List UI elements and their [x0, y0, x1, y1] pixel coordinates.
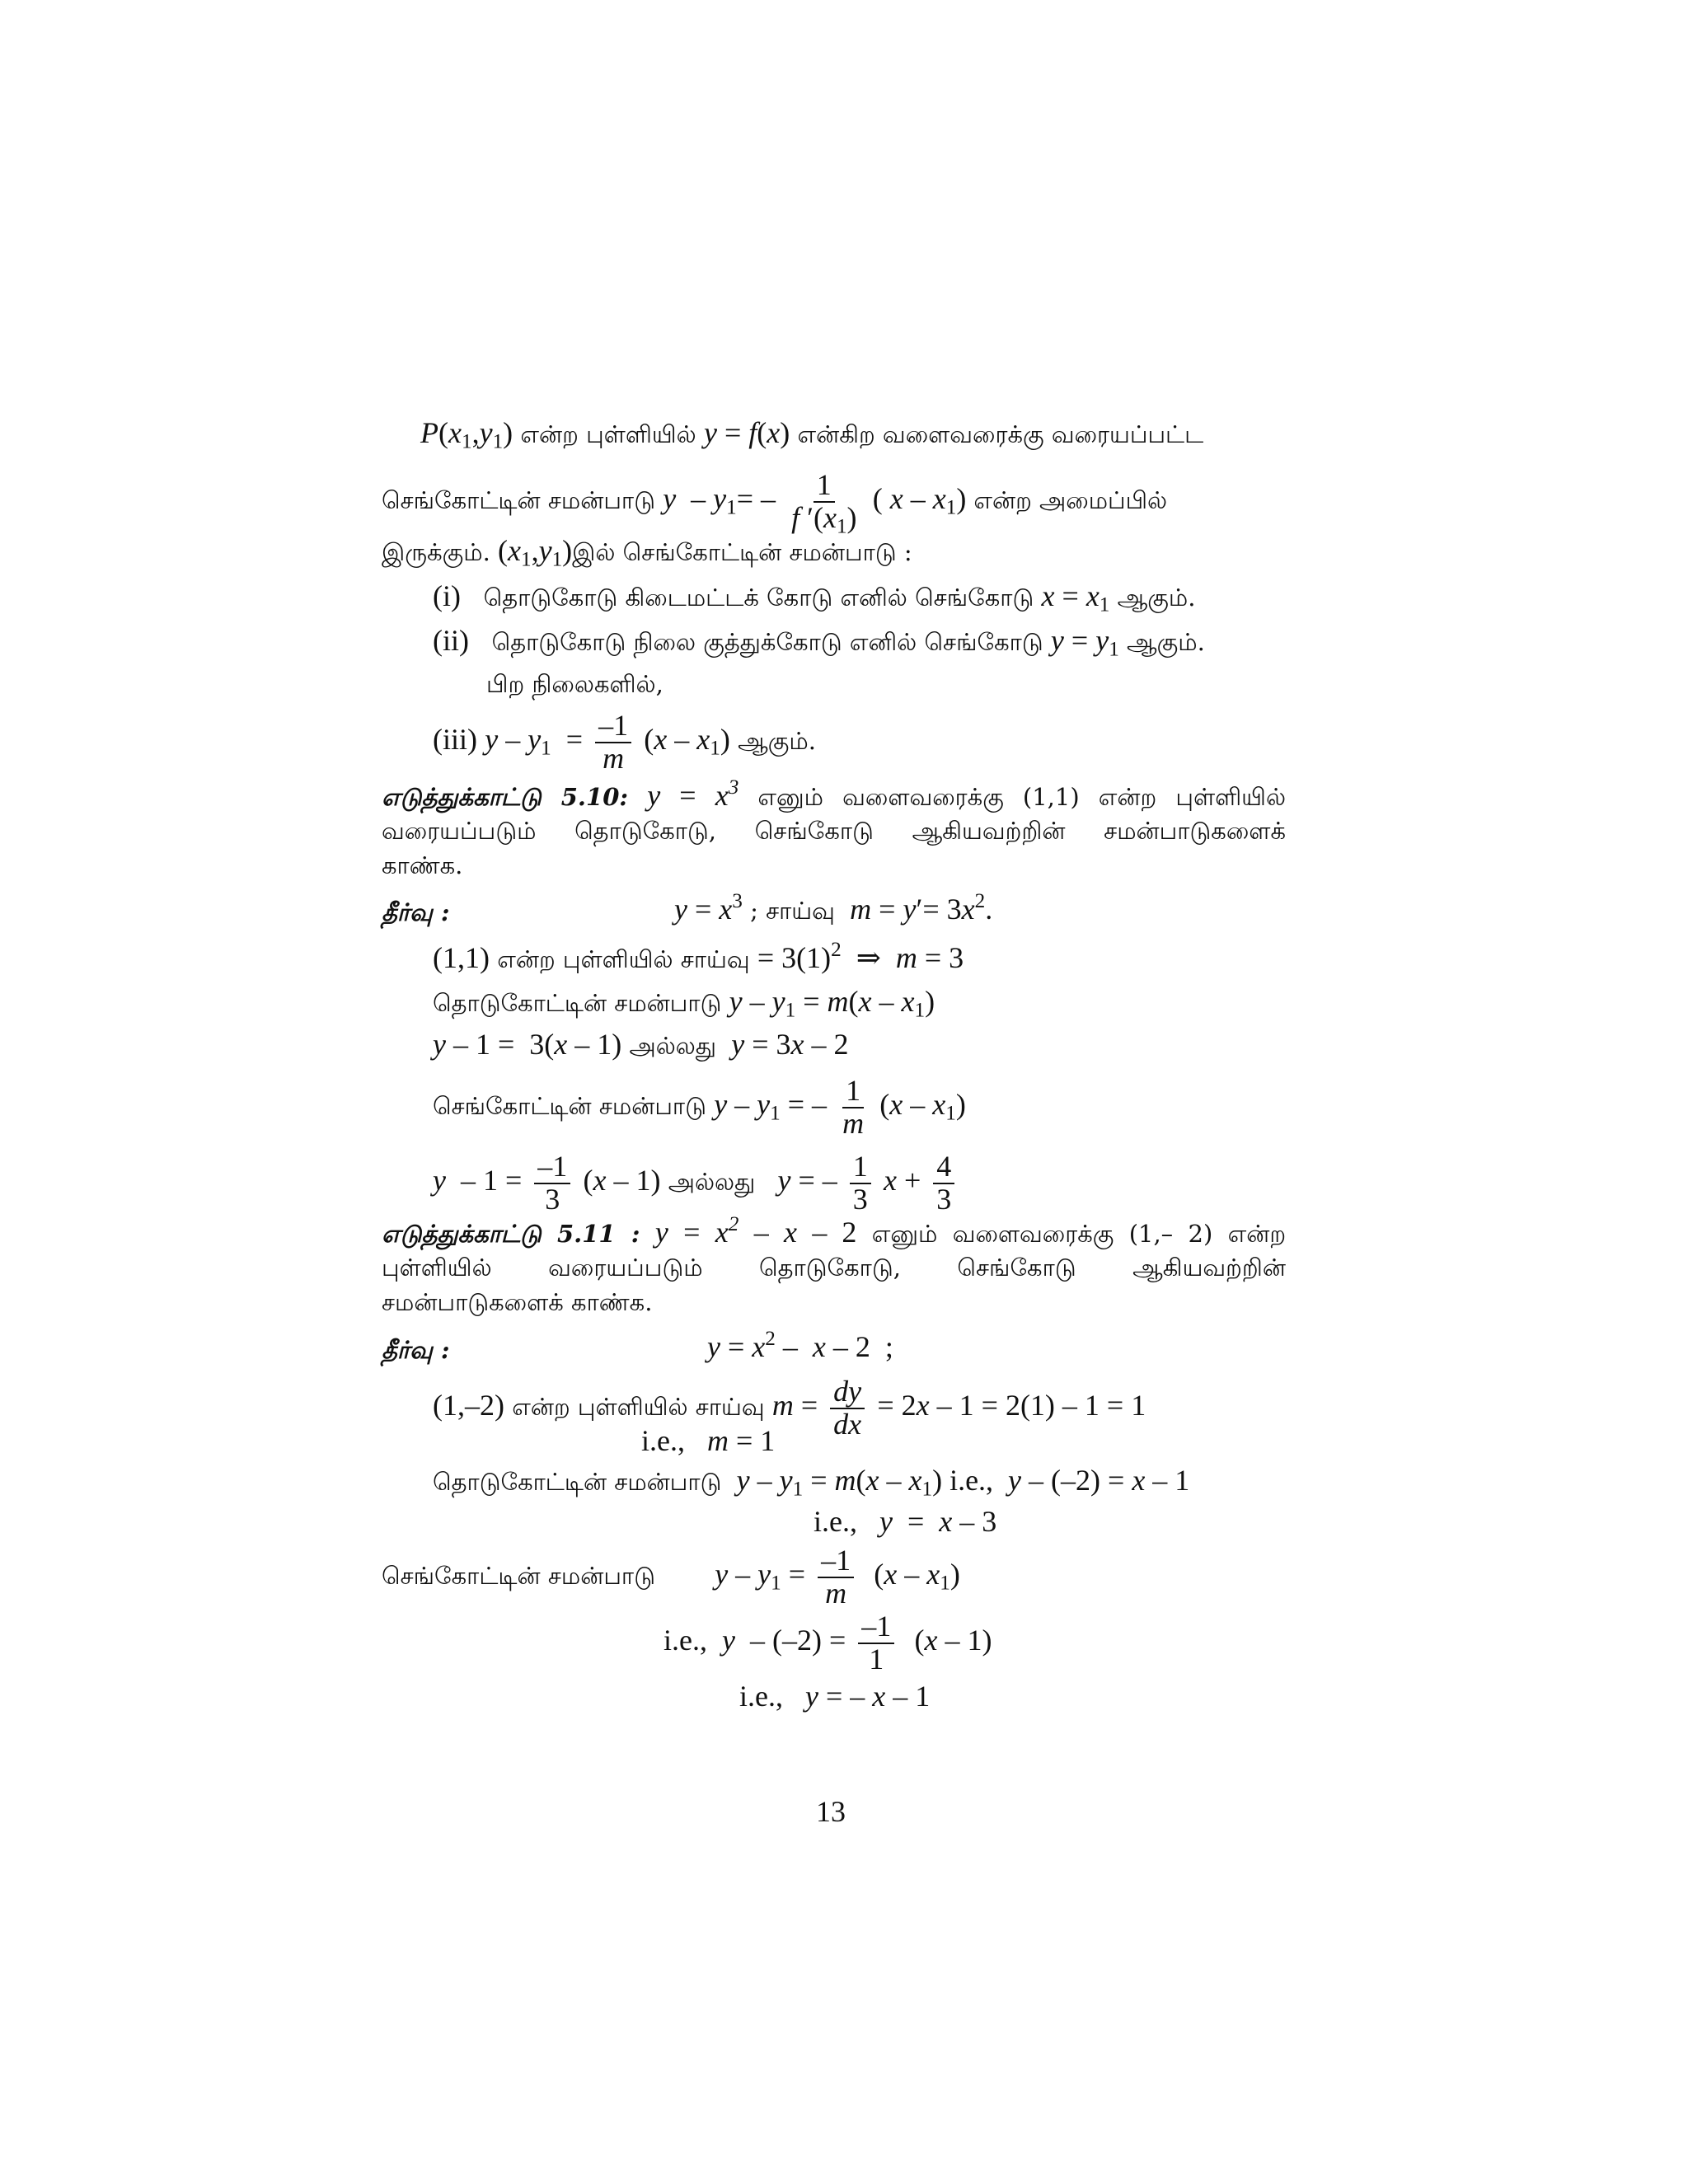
- example-label: எடுத்துக்காட்டு 5.11 :: [382, 1220, 640, 1248]
- ex511-step-4: தொடுகோட்டின் சமன்பாடு $y - y_1 = m(x - x_1)$ i.e., y – (–2) = x – 1: [433, 1464, 1190, 1501]
- page-number: 13: [816, 1795, 846, 1828]
- case-other: பிற நிலைகளில்,: [486, 670, 663, 698]
- ex510-step-1: $y = x^3$ ; சாய்வு $m = y'= 3x^2$.: [674, 890, 993, 926]
- example-5-11-question: எடுத்துக்காட்டு 5.11 : $y = x^2 - x - 2$ எனும் வளைவரைக்கு (1,– 2) என்ற: [382, 1213, 1287, 1249]
- intro-line-3: இருக்கும். $(x_1,y_1)இல்$ செங்கோட்டின் சமன்பாடு :: [382, 534, 912, 571]
- ex511-step-3: i.e., m = 1: [641, 1424, 776, 1457]
- intro-text: இருக்கும்.: [382, 538, 490, 566]
- intro-text: என்கிற வளைவரைக்கு வரையப்பட்ட: [797, 420, 1204, 448]
- intro-text: என்ற அமைப்பில்: [973, 486, 1168, 514]
- case-label: (i): [433, 579, 461, 612]
- ex510-step-4: y – 1 = 3(x – 1) அல்லது y = 3x – 2: [433, 1028, 849, 1061]
- case-label: (ii): [433, 624, 469, 657]
- ex511-step-5: i.e., y = x – 3: [814, 1505, 997, 1538]
- ex510-step-2: (1,1) என்ற புள்ளியில் சாய்வு = $3(1)^2$ ⇒ m = 3: [433, 939, 964, 974]
- example-5-10-question: காண்க.: [382, 851, 463, 879]
- ex511-step-6: செங்கோட்டின் சமன்பாடு y – $y_1$ = $\frac{-1}{m}$ $(x - x_1)$: [382, 1544, 960, 1610]
- example-5-10-question: எடுத்துக்காட்டு 5.10: $y = x^3$ எனும் வளைவரைக்கு (1,1) என்ற புள்ளியில்: [382, 776, 1287, 812]
- ex511-step-7: i.e., y – (–2) = $\frac{-1}{1}$ (x – 1): [663, 1610, 992, 1675]
- ex511-step-8: i.e., y = – x – 1: [739, 1680, 931, 1713]
- ex511-step-1: $y = x^2 - x - 2$ ;: [707, 1328, 893, 1363]
- intro-line-2: செங்கோட்டின் சமன்பாடு $y - y_1=$ – $\frac{1}{f '(x_1)}$ ( x – $x_1$) என்ற அமைப்பில்: [382, 468, 1168, 538]
- case-ii: (ii) தொடுகோடு நிலை குத்துக்கோடு எனில் செங்கோடு $y = y_1$ ஆகும்.: [433, 624, 1205, 661]
- example-5-11-question: புள்ளியில் வரையப்படும் தொடுகோடு, செங்கோடு ஆகியவற்றின்: [382, 1254, 1286, 1282]
- example-5-11-question: சமன்பாடுகளைக் காண்க.: [382, 1288, 653, 1316]
- intro-text: என்ற புள்ளியில்: [520, 420, 696, 448]
- case-i: (i) தொடுகோடு கிடைமட்டக் கோடு எனில் செங்கோடு $x = x_1$ ஆகும்.: [433, 579, 1196, 616]
- solution-label: தீர்வு :: [382, 898, 450, 926]
- example-5-10-question: வரையப்படும் தொடுகோடு, செங்கோடு ஆகியவற்றின் சமன்பாடுகளைக்: [382, 817, 1286, 845]
- ex510-step-5: செங்கோட்டின் சமன்பாடு y – $y_1$ = – $\frac{1}{m}$ $(x - x_1)$: [433, 1074, 966, 1140]
- normal-slope-fraction: $\frac{1}{f '(x_1)}$: [791, 468, 857, 538]
- solution-label: தீர்வு :: [382, 1336, 450, 1364]
- intro-text: செங்கோட்டின் சமன்பாடு: [382, 486, 655, 514]
- intro-text: இல் செங்கோட்டின் சமன்பாடு :: [572, 538, 912, 566]
- case-label: (iii): [433, 723, 477, 756]
- example-label: எடுத்துக்காட்டு 5.10:: [382, 783, 629, 811]
- case-iii: (iii) y – $y_1$ = $\frac{-1}{m}$ $(x - x_1)$ ஆகும்.: [433, 709, 816, 775]
- ex511-step-2: (1,–2) என்ற புள்ளியில் சாய்வு m = $\frac{dy}{dx}$ = 2x – 1 = 2(1) – 1 = 1: [433, 1375, 1146, 1441]
- intro-line-1: $P(x_1,y_1)$ என்ற புள்ளியில் y = f(x) என்கிற வளைவரைக்கு வரையப்பட்ட: [420, 416, 1204, 453]
- ex510-step-6: y – 1 = $\frac{-1}{3}$ (x – 1) அல்லது y = – $\frac{1}{3}$ x + $\frac{4}{3}$: [433, 1143, 959, 1217]
- ex510-step-3: தொடுகோட்டின் சமன்பாடு $y - y_1 = m(x - x_1)$: [433, 985, 935, 1022]
